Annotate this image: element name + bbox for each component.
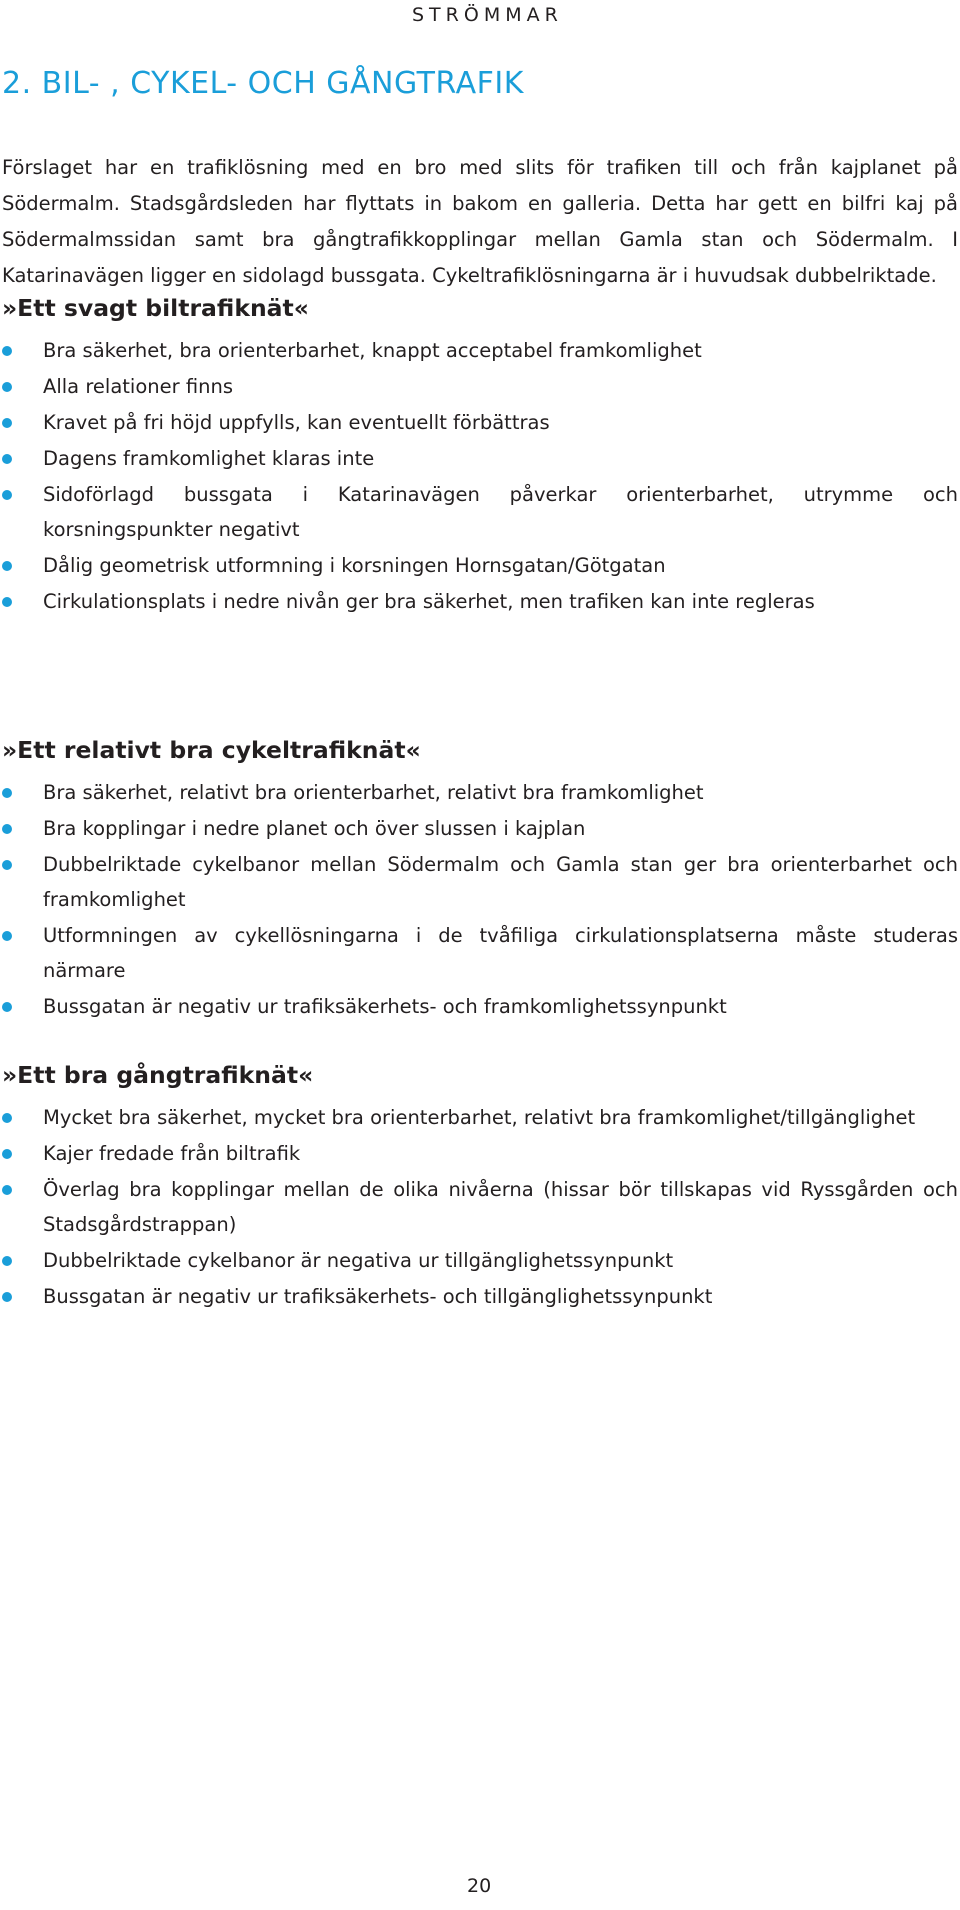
list-item: Kravet på fri höjd uppfylls, kan eventuellt förbättras — [2, 405, 958, 440]
list-item: Dubbelriktade cykelbanor är negativa ur tillgänglighetssynpunkt — [2, 1243, 958, 1278]
bullet-icon — [2, 860, 12, 870]
page-title: 2. BIL- , CYKEL- OCH GÅNGTRAFIK — [2, 66, 524, 101]
bullet-icon — [2, 561, 12, 571]
list-item: Bra säkerhet, bra orienterbarhet, knappt acceptabel framkomlighet — [2, 333, 958, 368]
list-item: Alla relationer finns — [2, 369, 958, 404]
list-item: Bra säkerhet, relativt bra orienterbarhet, relativt bra framkomlighet — [2, 775, 958, 810]
intro-paragraph: Förslaget har en trafiklösning med en bro med slits för trafiken till och från kajplanet på Södermalm. Stadsgårdsleden har flyttats in bakom en galleria. Detta har gett en bilfri kaj på Södermalmssidan samt bra gångtrafikkopplingar mellan Gamla stan och Södermalm. I Katarinavägen ligger en sidolagd bussgata. Cykeltrafiklösningarna är i huvudsak dubbelriktade. — [2, 156, 958, 287]
bullet-icon — [2, 1149, 12, 1159]
bullet-list — [2, 333, 958, 619]
list-item: Cirkulationsplats i nedre nivån ger bra säkerhet, men trafiken kan inte regleras — [2, 584, 958, 619]
list-item: Kajer fredade från biltrafik — [2, 1136, 958, 1171]
list-item: Dålig geometrisk utformning i korsningen Hornsgatan/Götgatan — [2, 548, 958, 583]
section-heading: »Ett bra gångtrafiknät« — [2, 1061, 314, 1089]
bullet-icon — [2, 597, 12, 607]
list-item: Bussgatan är negativ ur trafiksäkerhets- och tillgänglighetssynpunkt — [2, 1279, 958, 1314]
section-bicycle-traffic — [2, 735, 958, 1024]
bullet-icon — [2, 346, 12, 356]
bullet-icon — [2, 788, 12, 798]
list-item: Dagens framkomlighet klaras inte — [2, 441, 958, 476]
bullet-icon — [2, 1256, 12, 1266]
section-heading: »Ett svagt biltrafiknät« — [2, 294, 309, 322]
bullet-icon — [2, 1185, 12, 1195]
bullet-icon — [2, 1113, 12, 1123]
list-item: Dubbelriktade cykelbanor mellan Södermalm och Gamla stan ger bra orienterbarhet och framkomlighet — [2, 847, 958, 917]
section-heading: »Ett relativt bra cykeltrafiknät« — [2, 736, 421, 764]
bullet-icon — [2, 490, 12, 500]
bullet-icon — [2, 454, 12, 464]
bullet-icon — [2, 1002, 12, 1012]
bullet-icon — [2, 382, 12, 392]
bullet-list — [2, 1100, 958, 1314]
bullet-icon — [2, 824, 12, 834]
section-pedestrian-traffic — [2, 1060, 958, 1314]
section-car-traffic — [2, 293, 958, 619]
list-item: Sidoförlagd bussgata i Katarinavägen påverkar orienterbarhet, utrymme och korsningspunkter negativt — [2, 477, 958, 547]
list-item: Mycket bra säkerhet, mycket bra orienterbarhet, relativt bra framkomlighet/tillgänglighet — [2, 1100, 958, 1135]
bullet-list — [2, 775, 958, 1024]
bullet-icon — [2, 1292, 12, 1302]
list-item: Överlag bra kopplingar mellan de olika nivåerna (hissar bör tillskapas vid Ryssgården och Stadsgårdstrappan) — [2, 1172, 958, 1242]
bullet-icon — [2, 418, 12, 428]
running-header: STRÖMMAR — [412, 4, 563, 26]
list-item: Bra kopplingar i nedre planet och över slussen i kajplan — [2, 811, 958, 846]
list-item: Bussgatan är negativ ur trafiksäkerhets- och framkomlighetssynpunkt — [2, 989, 958, 1024]
list-item: Utformningen av cykellösningarna i de tvåfiliga cirkulationsplatserna måste studeras närmare — [2, 918, 958, 988]
page-number: 20 — [467, 1875, 492, 1897]
bullet-icon — [2, 931, 12, 941]
